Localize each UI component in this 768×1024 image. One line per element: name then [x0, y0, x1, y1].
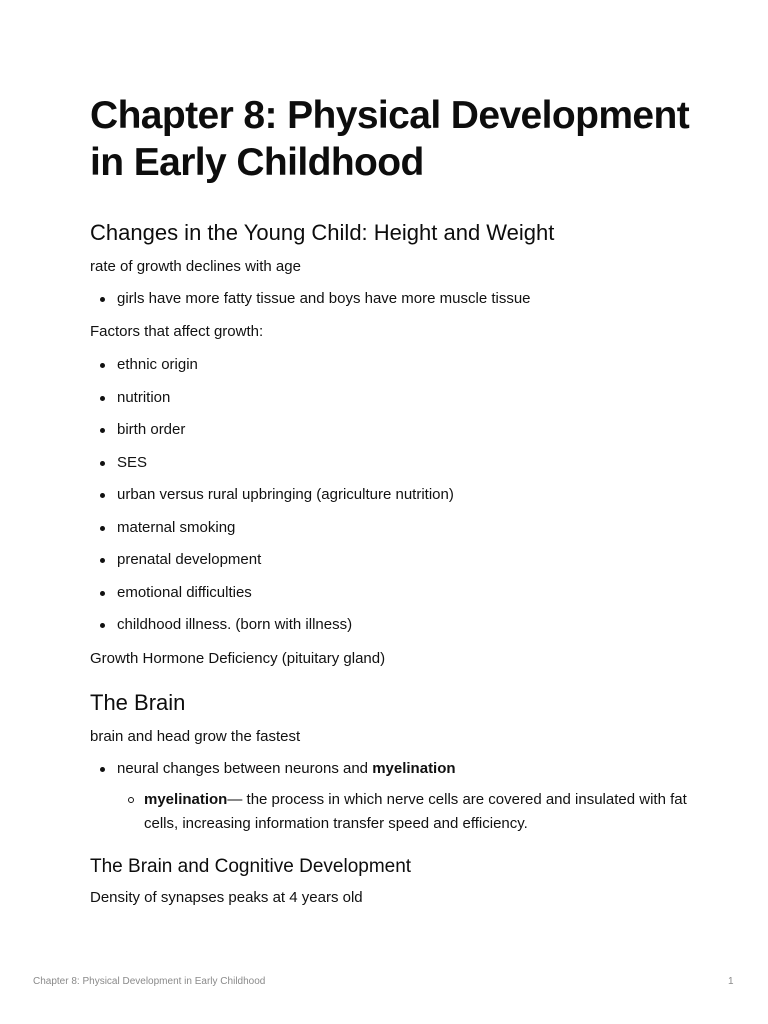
list-item: girls have more fatty tissue and boys have more muscle tissue — [90, 289, 690, 309]
list-item — [90, 759, 690, 779]
paragraph-synapse-density: Density of synapses peaks at 4 years old — [90, 889, 363, 906]
paragraph-brain-growth: brain and head grow the fastest — [90, 728, 301, 745]
section-heading-brain: The Brain — [90, 690, 186, 715]
list-item: SES — [90, 453, 690, 473]
footer-title: Chapter 8: Physical Development in Early Childhood — [33, 976, 266, 987]
list-item: maternal smoking — [90, 518, 690, 538]
list-growth-factors — [90, 355, 690, 635]
term-myelination-definition: myelination — [144, 791, 228, 808]
list-item: ethnic origin — [90, 355, 690, 375]
paragraph-growth-rate: rate of growth declines with age — [90, 258, 301, 275]
page-number: 1 — [728, 976, 734, 987]
paragraph-growth-hormone: Growth Hormone Deficiency (pituitary gland) — [90, 650, 386, 667]
list-item-text: neural changes between neurons and — [117, 760, 373, 777]
list-item: prenatal development — [90, 550, 690, 570]
document-page — [90, 92, 690, 908]
list-item: urban versus rural upbringing (agriculture nutrition) — [90, 485, 690, 505]
list-growth-notes — [90, 289, 690, 309]
list-item — [90, 788, 690, 836]
list-brain-subnotes — [90, 788, 690, 836]
list-item: nutrition — [90, 388, 690, 408]
term-myelination: myelination — [372, 760, 456, 777]
section-heading-cognitive: The Brain and Cognitive Development — [90, 856, 412, 877]
list-item: emotional difficulties — [90, 583, 690, 603]
list-item: childhood illness. (born with illness) — [90, 615, 690, 635]
list-brain-notes — [90, 759, 690, 779]
page-title: Chapter 8: Physical Development in Early Childhood — [90, 94, 690, 184]
list-item: birth order — [90, 420, 690, 440]
section-heading-height-weight: Changes in the Young Child: Height and Weight — [90, 220, 555, 245]
paragraph-factors-label: Factors that affect growth: — [90, 323, 264, 340]
definition-text: — the process in which nerve cells are covered and insulated with fat cells, increasing information transfer speed and efficiency. — [144, 791, 687, 832]
